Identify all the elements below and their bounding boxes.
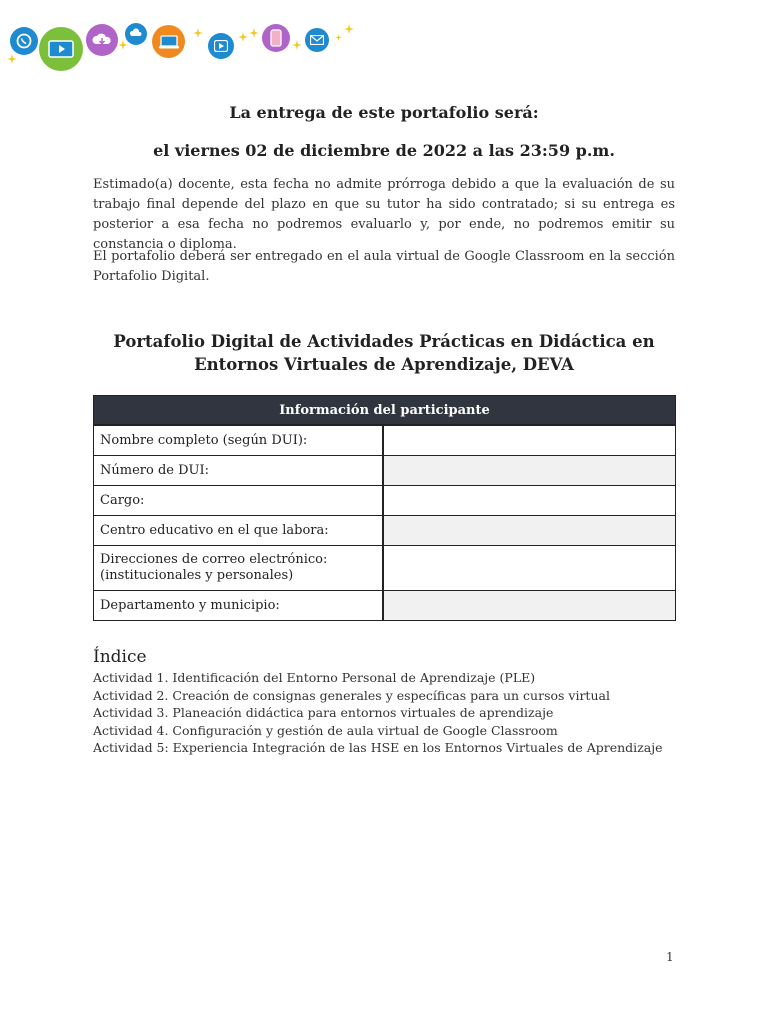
- email-field[interactable]: [384, 546, 675, 590]
- header-banner: [0, 0, 768, 90]
- whatsapp-icon: [10, 27, 38, 55]
- download-cloud-icon: [86, 24, 118, 56]
- list-item: Actividad 4. Configuración y gestión de aula virtual de Google Classroom: [93, 722, 558, 738]
- dui-number-field[interactable]: [384, 456, 675, 485]
- table-row: [94, 590, 675, 620]
- delivery-title: La entrega de este portafolio será:: [229, 103, 539, 122]
- full-name-field[interactable]: [384, 426, 675, 455]
- row-label-line2: (institucionales y personales): [100, 568, 294, 583]
- row-label: Centro educativo en el que labora:: [94, 516, 384, 545]
- page-number: 1: [666, 950, 674, 964]
- document-title: Portafolio Digital de Actividades Prácticas en Didáctica en Entornos Virtuales de Aprendizaje, DEVA: [113, 332, 655, 374]
- table-header: Información del participante: [94, 396, 675, 425]
- index-title: Índice: [93, 647, 147, 667]
- list-item: Actividad 2. Creación de consignas generales y específicas para un cursos virtual: [93, 687, 610, 703]
- list-item: Actividad 3. Planeación didáctica para entornos virtuales de aprendizaje: [93, 705, 554, 720]
- row-label: Cargo:: [94, 486, 384, 515]
- department-field[interactable]: [384, 591, 675, 620]
- table-row: [94, 515, 675, 545]
- sparkle-icon: [7, 54, 17, 64]
- row-label: [94, 546, 384, 590]
- sparkle-icon: [193, 28, 203, 38]
- sparkle-icon: [335, 34, 342, 41]
- table-row: [94, 425, 675, 455]
- position-field[interactable]: [384, 486, 675, 515]
- delivery-date: el viernes 02 de diciembre de 2022 a las 23:59 p.m.: [153, 141, 615, 160]
- list-item: Actividad 1. Identificación del Entorno Personal de Aprendizaje (PLE): [93, 670, 536, 685]
- sparkle-icon: [238, 32, 248, 42]
- row-label: Número de DUI:: [94, 456, 384, 485]
- sparkle-icon: [292, 40, 302, 50]
- row-label-line1: Direcciones de correo electrónico:: [100, 552, 328, 567]
- index-list: [93, 669, 662, 757]
- notice-paragraph: Estimado(a) docente, esta fecha no admite prórroga debido a que la evaluación de su trabajo final depende del plazo en que su tutor ha sido contratado; si su entrega es posterior a esa fecha no podremos evaluarlo y, por ende, no podremos emitir su constancia o diploma.: [93, 177, 675, 252]
- hand-cloud-icon: [125, 23, 147, 45]
- table-row: [94, 455, 675, 485]
- mail-icon: [305, 28, 329, 52]
- row-label: Nombre completo (según DUI):: [94, 426, 384, 455]
- sparkle-icon: [344, 24, 354, 34]
- sparkle-icon: [249, 28, 259, 38]
- participant-table: [93, 395, 676, 621]
- laptop-icon: [152, 25, 185, 58]
- list-item: Actividad 5: Experiencia Integración de las HSE en los Entornos Virtuales de Aprendizaje: [93, 740, 663, 755]
- table-row: [94, 545, 675, 590]
- submission-paragraph: El portafolio deberá ser entregado en el aula virtual de Google Classroom en la sección Portafolio Digital.: [93, 249, 675, 284]
- row-label: Departamento y municipio:: [94, 591, 384, 620]
- school-field[interactable]: [384, 516, 675, 545]
- video-screen-icon: [39, 27, 83, 71]
- table-row: [94, 485, 675, 515]
- play-icon: [208, 33, 234, 59]
- phone-icon: [262, 24, 290, 52]
- sparkle-icon: [118, 40, 128, 50]
